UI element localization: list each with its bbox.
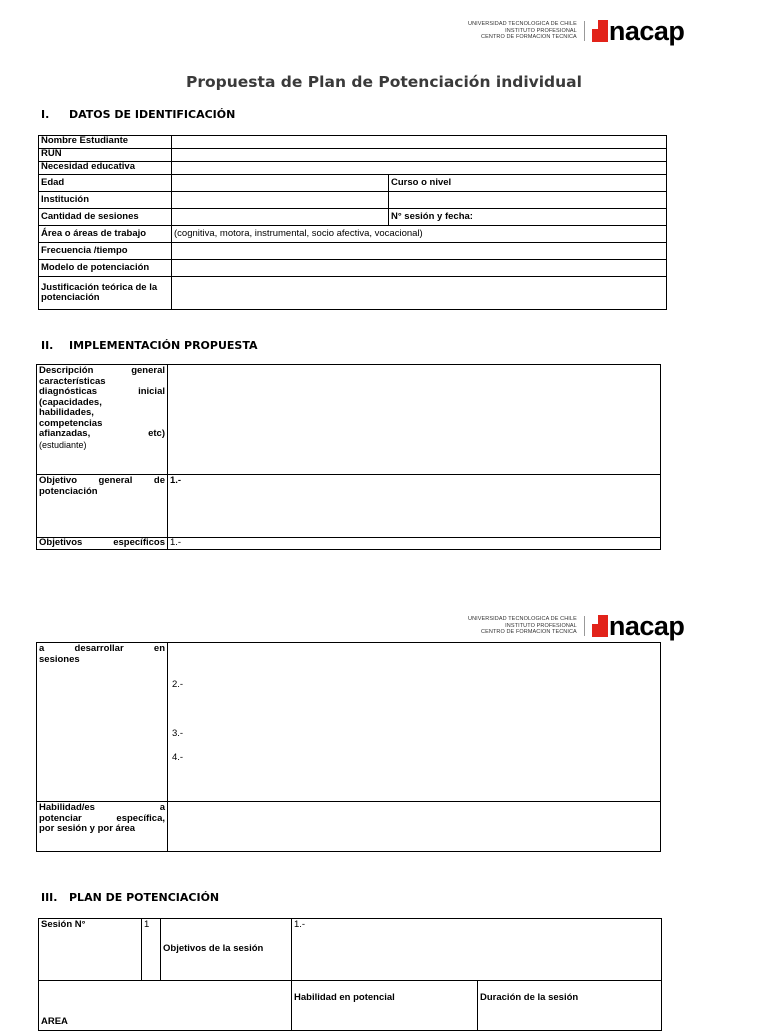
input-cell[interactable] (172, 192, 389, 209)
label-line: afianzadas, etc) (39, 428, 165, 439)
logo-mark (592, 16, 685, 46)
logo-institution-text (468, 616, 585, 636)
label-line: por sesión y por área (39, 823, 136, 834)
input-cell[interactable] (172, 260, 667, 277)
session-objectives-label: Objetivos de la sesión (161, 919, 292, 981)
logo-line: INSTITUTO PROFESIONAL (505, 27, 577, 34)
description-label-cell (37, 365, 168, 475)
label-line: Justificación teórica de la (41, 281, 158, 293)
label-cell: Frecuencia /tiempo (39, 243, 172, 260)
section-number: I. (41, 108, 50, 121)
session-number-label: Sesión N° (39, 919, 142, 981)
objective-item: 3.- (172, 728, 184, 739)
logo-line: CENTRO DE FORMACION TECNICA (481, 34, 577, 41)
section-label: DATOS DE IDENTIFICACIÓN (69, 108, 236, 121)
plan-table (38, 918, 662, 1031)
logo-wordmark: nacap (608, 611, 685, 641)
label-note: (estudiante) (39, 439, 87, 450)
section-number: II. (41, 339, 54, 352)
description-input-cell[interactable] (168, 365, 661, 475)
session-duration-label: Duración de la sesión (478, 981, 662, 1031)
page-title: Propuesta de Plan de Potenciación individual (186, 73, 582, 91)
implementation-table-continued (36, 642, 661, 852)
label-cell: Área o áreas de trabajo (39, 226, 172, 243)
label-cell: RUN (39, 149, 172, 162)
skill-potential-label: Habilidad en potencial (292, 981, 478, 1031)
input-cell[interactable] (172, 243, 667, 260)
label-cell: Necesidad educativa (39, 162, 172, 175)
label-cell: Curso o nivel (389, 175, 667, 192)
section-number: III. (41, 891, 58, 904)
logo-institution-text (468, 21, 585, 41)
input-cell[interactable] (172, 136, 667, 149)
skills-label-cell (37, 802, 168, 852)
label-line: a desarrollar en (39, 643, 165, 654)
label-cell: N° sesión y fecha: (389, 209, 667, 226)
label-line: potenciar específica, (39, 812, 165, 824)
logo-mark (592, 611, 685, 641)
logo-red-block (592, 20, 608, 42)
logo-line: UNIVERSIDAD TECNOLOGICA DE CHILE (468, 21, 577, 28)
section-2-heading (41, 339, 257, 352)
label-cell (39, 277, 172, 310)
objective-label-cell (37, 475, 168, 538)
label-line: Objetivos específicos (39, 537, 165, 548)
input-cell[interactable] (389, 192, 667, 209)
identification-table (38, 135, 667, 310)
objective-input-cell[interactable]: 1.- (168, 475, 661, 538)
section-3-heading (41, 891, 219, 904)
objective-item: 4.- (172, 752, 184, 763)
section-label: IMPLEMENTACIÓN PROPUESTA (69, 339, 258, 352)
section-1-heading (41, 108, 235, 121)
label-line: Objetivo general de (39, 475, 165, 486)
session-number-value[interactable]: 1 (142, 919, 161, 981)
implementation-table (36, 364, 661, 550)
inacap-logo (468, 16, 685, 46)
logo-wordmark: nacap (608, 16, 685, 46)
label-line: habilidades, (39, 407, 94, 418)
label-cell: Institución (39, 192, 172, 209)
label-line: competencias (39, 417, 103, 429)
session-objectives-value[interactable]: 1.- (292, 919, 662, 981)
specific-objectives-input-cell[interactable]: 1.- (168, 538, 661, 550)
label-line: potenciación (39, 485, 98, 497)
area-value-cell[interactable]: (cognitiva, motora, instrumental, socio afectiva, vocacional) (172, 226, 667, 243)
label-line: características (39, 375, 106, 387)
skills-input-cell[interactable] (168, 802, 661, 852)
label-line: Habilidad/es a (39, 802, 165, 813)
label-line: diagnósticas inicial (39, 386, 165, 397)
label-cell: Modelo de potenciación (39, 260, 172, 277)
label-cell: Edad (39, 175, 172, 192)
logo-line: INSTITUTO PROFESIONAL (505, 622, 577, 629)
label-line: sesiones (39, 653, 80, 665)
input-cell[interactable] (172, 149, 667, 162)
logo-line: CENTRO DE FORMACION TECNICA (481, 629, 577, 636)
label-line: potenciación (41, 292, 100, 303)
label-line: (capacidades, (39, 396, 102, 408)
label-line: Descripción general (39, 365, 165, 376)
logo-red-block (592, 615, 608, 637)
objective-item: 2.- (172, 679, 184, 690)
input-cell[interactable] (172, 162, 667, 175)
input-cell[interactable] (172, 277, 667, 310)
section-label: PLAN DE POTENCIACIÓN (69, 891, 220, 904)
logo-line: UNIVERSIDAD TECNOLOGICA DE CHILE (468, 616, 577, 623)
specific-objectives-label-cell (37, 538, 168, 550)
area-label: AREA (39, 981, 292, 1031)
specific-objectives-list-cell[interactable] (168, 643, 661, 802)
inacap-logo (468, 611, 685, 641)
label-cell: Cantidad de sesiones (39, 209, 172, 226)
label-cell: Nombre Estudiante (39, 136, 172, 149)
input-cell[interactable] (172, 175, 389, 192)
input-cell[interactable] (172, 209, 389, 226)
specific-objectives-cont-label-cell (37, 643, 168, 802)
